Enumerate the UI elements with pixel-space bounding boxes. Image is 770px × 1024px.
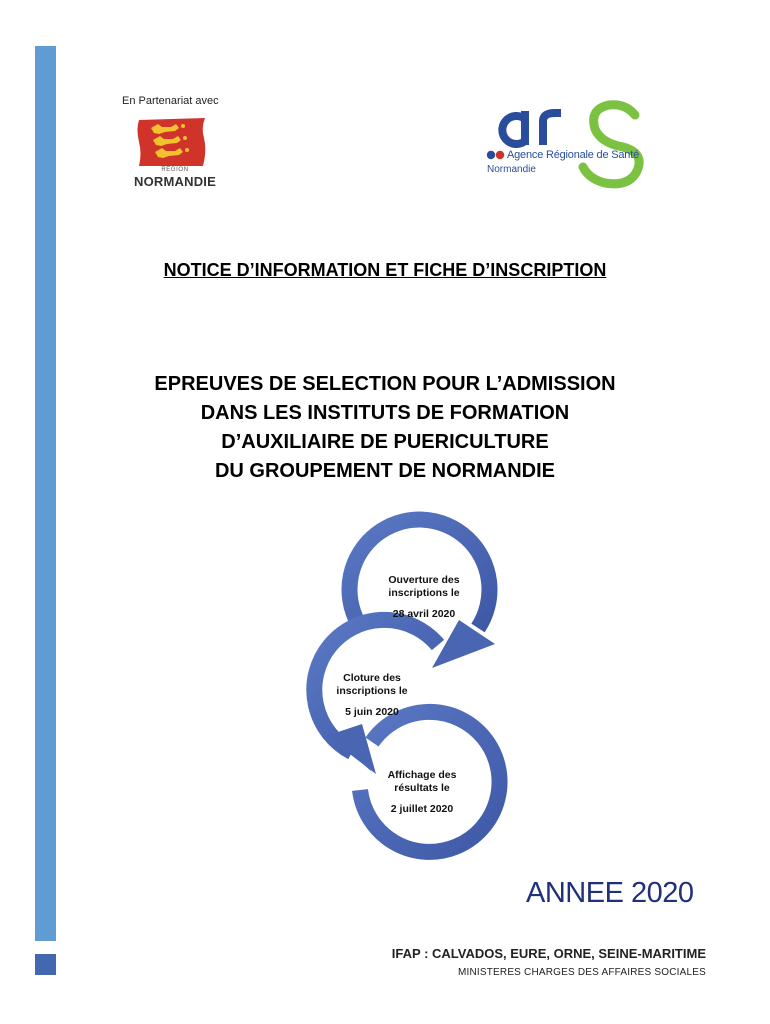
timeline-arrowhead-1 bbox=[432, 620, 495, 668]
ars-region-name: Normandie bbox=[487, 164, 536, 175]
timeline-step-1-line-1: Ouverture des bbox=[388, 574, 460, 586]
ars-wordmark-icon bbox=[485, 95, 655, 190]
timeline-step-1-line-2: inscriptions le bbox=[388, 587, 460, 599]
region-small-text: RÉGION bbox=[161, 167, 189, 173]
ministry-label: MINISTERES CHARGES DES AFFAIRES SOCIALES bbox=[457, 967, 706, 978]
main-title-line-3: D’AUXILIAIRE DE PUERICULTURE bbox=[221, 431, 549, 453]
timeline-step-2-date: 5 juin 2020 bbox=[345, 706, 399, 718]
timeline-step-closing bbox=[322, 672, 422, 719]
year-heading: ANNEE 2020 bbox=[526, 877, 694, 909]
notice-title bbox=[0, 260, 770, 281]
decorative-side-bar bbox=[35, 46, 56, 941]
timeline-step-results bbox=[372, 769, 472, 816]
main-title bbox=[0, 370, 770, 486]
timeline-step-3-date: 2 juillet 2020 bbox=[390, 803, 454, 815]
timeline-step-2-line-2: inscriptions le bbox=[336, 685, 408, 697]
timeline-arrowhead-2 bbox=[330, 734, 372, 772]
ifap-locations: IFAP : CALVADOS, EURE, ORNE, SEINE-MARITIME bbox=[391, 946, 706, 961]
main-title-line-1: EPREUVES DE SELECTION POUR L’ADMISSION bbox=[154, 373, 616, 395]
main-title-line-2: DANS LES INSTITUTS DE FORMATION bbox=[200, 402, 570, 424]
partnership-label: En Partenariat avec bbox=[122, 95, 219, 107]
normandy-leopards-icon bbox=[125, 116, 225, 168]
main-title-line-4: DU GROUPEMENT DE NORMANDIE bbox=[214, 460, 555, 482]
timeline-step-3-line-1: Affichage des bbox=[387, 769, 457, 781]
ars-agency-name: Agence Régionale de Santé bbox=[507, 149, 639, 161]
ars-logo bbox=[485, 95, 655, 190]
region-name: NORMANDIE bbox=[134, 174, 216, 189]
region-normandie-logo bbox=[125, 116, 225, 196]
timeline-step-1-date: 28 avril 2020 bbox=[392, 608, 456, 620]
timeline-step-opening bbox=[374, 574, 474, 621]
notice-title-text: NOTICE D’INFORMATION ET FICHE D’INSCRIPTION bbox=[163, 260, 607, 280]
decorative-side-square bbox=[35, 954, 56, 975]
timeline-step-3-line-2: résultats le bbox=[394, 782, 450, 794]
timeline-step-2-line-1: Cloture des bbox=[343, 672, 401, 684]
